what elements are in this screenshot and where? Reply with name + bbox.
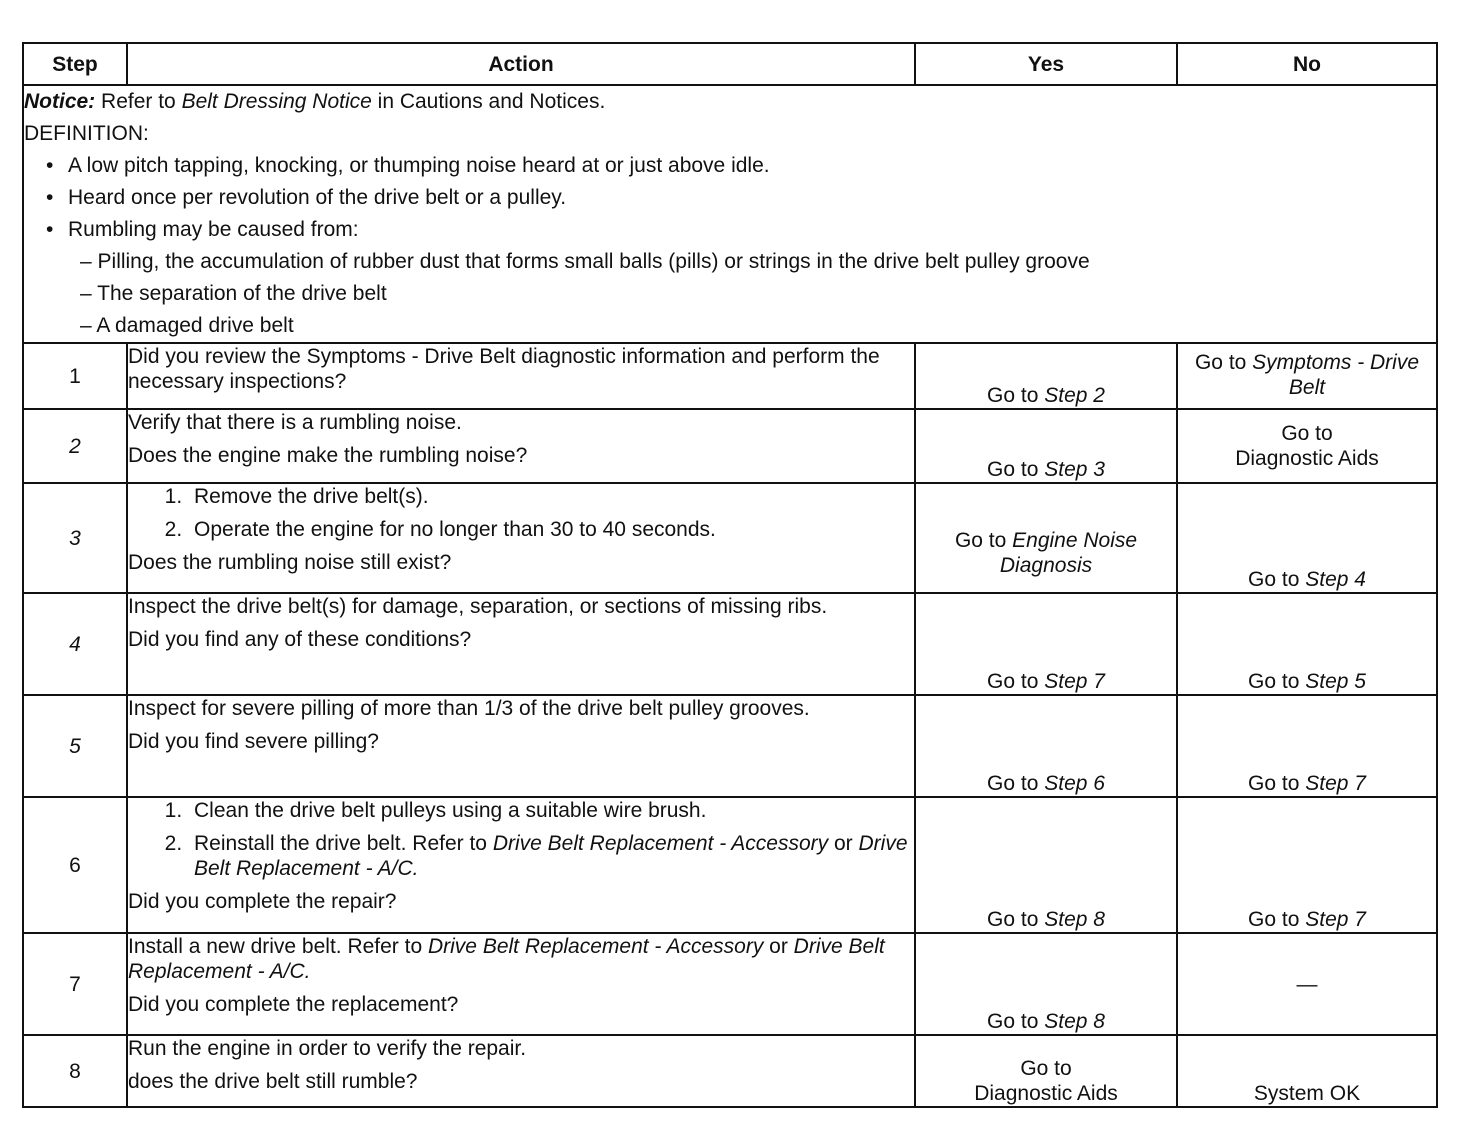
step-number: 8	[23, 1035, 127, 1107]
header-row	[23, 43, 1437, 85]
step-number: 4	[23, 593, 127, 695]
notice-cell	[23, 85, 1437, 343]
no-dash: —	[1296, 973, 1318, 996]
table-row	[23, 343, 1437, 409]
definition-subitem: – The separation of the drive belt	[24, 278, 1436, 310]
yes-cell	[915, 593, 1177, 695]
no-cell	[1177, 409, 1437, 483]
action-question: Did you find severe pilling?	[128, 730, 379, 753]
table-row	[23, 483, 1437, 593]
no-text: System OK	[1253, 1082, 1361, 1105]
definition-bullet: • Rumbling may be caused from:	[24, 214, 1436, 246]
definition-heading: DEFINITION:	[24, 122, 149, 145]
action-question: Does the engine make the rumbling noise?	[128, 444, 528, 467]
action-cell	[127, 797, 915, 933]
action-list-item: 1. Clean the drive belt pulleys using a suitable wire brush.	[188, 798, 914, 823]
action-link[interactable]: Drive Belt Replacement - A/C.	[128, 935, 885, 983]
table-row	[23, 1035, 1437, 1107]
no-cell	[1177, 483, 1437, 593]
table-row	[23, 933, 1437, 1035]
action-text-part: or	[763, 935, 794, 958]
action-cell	[127, 933, 915, 1035]
action-list	[128, 798, 914, 881]
table-row	[23, 797, 1437, 933]
no-text: Go to	[1248, 772, 1306, 795]
notice-line	[24, 86, 1436, 118]
yes-link[interactable]: Diagnostic Aids	[974, 1082, 1118, 1105]
step-number: 3	[23, 483, 127, 593]
no-link[interactable]: Symptoms - Drive Belt	[1252, 351, 1420, 399]
notice-ref: Belt Dressing Notice	[181, 90, 372, 113]
no-link[interactable]: Step 7	[1305, 772, 1366, 795]
no-text: Go to	[1248, 568, 1306, 591]
no-cell	[1177, 593, 1437, 695]
notice-text-end: in Cautions and Notices.	[371, 90, 606, 113]
action-text: Inspect the drive belt(s) for damage, separation, or sections of missing ribs.	[128, 595, 828, 618]
notice-text: Refer to	[95, 90, 182, 113]
action-text: Inspect for severe pilling of more than 1/3 of the drive belt pulley grooves.	[128, 697, 810, 720]
yes-text: Go to	[987, 1010, 1045, 1033]
header-step: Step	[23, 43, 127, 85]
action-cell	[127, 483, 915, 593]
action-question: Did you find any of these conditions?	[128, 628, 472, 651]
action-text: Reinstall the drive belt. Refer to	[194, 832, 493, 855]
no-cell	[1177, 1035, 1437, 1107]
action-text: Verify that there is a rumbling noise.	[128, 411, 462, 434]
yes-link[interactable]: Step 7	[1044, 670, 1105, 693]
yes-text: Go to	[1020, 1057, 1072, 1080]
yes-cell	[915, 1035, 1177, 1107]
action-list-item: 2. Operate the engine for no longer than 30 to 40 seconds.	[188, 517, 914, 542]
diagnostic-table	[22, 42, 1438, 1108]
no-cell	[1177, 695, 1437, 797]
step-number: 5	[23, 695, 127, 797]
yes-cell	[915, 483, 1177, 593]
action-question: Does the rumbling noise still exist?	[128, 551, 452, 574]
no-cell	[1177, 933, 1437, 1035]
action-list	[128, 484, 914, 542]
action-link[interactable]: Drive Belt Replacement - Accessory	[427, 935, 764, 958]
yes-cell	[915, 695, 1177, 797]
header-action: Action	[127, 43, 915, 85]
yes-cell	[915, 797, 1177, 933]
definition-subitem: – A damaged drive belt	[24, 310, 1436, 342]
action-text	[128, 934, 914, 984]
yes-link[interactable]: Step 8	[1044, 908, 1105, 931]
no-cell	[1177, 343, 1437, 409]
no-text: Go to	[1194, 351, 1253, 374]
action-list-item	[188, 831, 914, 881]
yes-cell	[915, 343, 1177, 409]
action-cell	[127, 1035, 915, 1107]
no-text: Go to	[1248, 670, 1306, 693]
yes-text: Go to	[987, 384, 1045, 407]
action-link[interactable]: Drive Belt Replacement - Accessory	[492, 832, 829, 855]
no-link[interactable]: Diagnostic Aids	[1235, 447, 1379, 470]
yes-text: Go to	[987, 670, 1045, 693]
header-no: No	[1177, 43, 1437, 85]
notice-label: Notice:	[24, 90, 96, 113]
yes-link[interactable]: Step 2	[1044, 384, 1105, 407]
step-number: 1	[23, 343, 127, 409]
action-cell	[127, 343, 915, 409]
notice-row	[23, 85, 1437, 343]
no-link[interactable]: Step 5	[1305, 670, 1366, 693]
action-link[interactable]: Drive Belt Replacement - A/C.	[194, 832, 908, 880]
action-question: does the drive belt still rumble?	[128, 1070, 418, 1093]
yes-text: Go to	[987, 458, 1045, 481]
no-cell	[1177, 797, 1437, 933]
no-text: Go to	[1248, 908, 1306, 931]
yes-link[interactable]: Step 8	[1044, 1010, 1105, 1033]
yes-cell	[915, 409, 1177, 483]
action-question: Did you complete the repair?	[128, 890, 397, 913]
table-row	[23, 593, 1437, 695]
action-text: Did you review the Symptoms - Drive Belt diagnostic information and perform the necessary inspections?	[128, 345, 880, 393]
action-cell	[127, 695, 915, 797]
yes-link[interactable]: Engine Noise Diagnosis	[999, 529, 1138, 577]
step-number: 2	[23, 409, 127, 483]
yes-link[interactable]: Step 3	[1044, 458, 1105, 481]
yes-cell	[915, 933, 1177, 1035]
yes-text: Go to	[987, 772, 1045, 795]
table-row	[23, 409, 1437, 483]
no-link[interactable]: Step 4	[1305, 568, 1366, 591]
action-list-item: 1. Remove the drive belt(s).	[188, 484, 914, 509]
action-text: Run the engine in order to verify the repair.	[128, 1037, 527, 1060]
yes-link[interactable]: Step 6	[1044, 772, 1105, 795]
action-cell	[127, 593, 915, 695]
no-link[interactable]: Step 7	[1305, 908, 1366, 931]
header-yes: Yes	[915, 43, 1177, 85]
action-cell	[127, 409, 915, 483]
definition-bullet: • Heard once per revolution of the drive belt or a pulley.	[24, 182, 1436, 214]
action-text: or	[828, 832, 859, 855]
action-question: Did you complete the replacement?	[128, 993, 459, 1016]
definition-bullet: • A low pitch tapping, knocking, or thumping noise heard at or just above idle.	[24, 150, 1436, 182]
no-text: Go to	[1281, 422, 1333, 445]
yes-text: Go to	[954, 529, 1013, 552]
definition-subitem: – Pilling, the accumulation of rubber dust that forms small balls (pills) or strings in the drive belt pulley groove	[24, 246, 1436, 278]
table-row	[23, 695, 1437, 797]
step-number: 7	[23, 933, 127, 1035]
yes-text: Go to	[987, 908, 1045, 931]
action-text-part: Install a new drive belt. Refer to	[128, 935, 428, 958]
step-number: 6	[23, 797, 127, 933]
